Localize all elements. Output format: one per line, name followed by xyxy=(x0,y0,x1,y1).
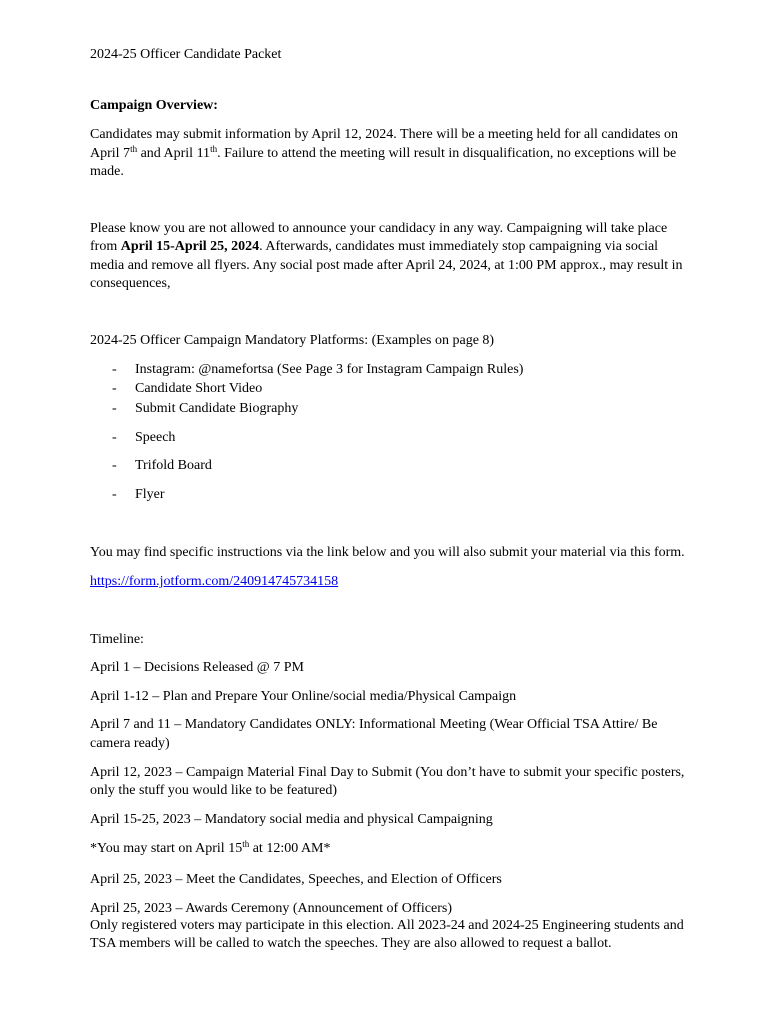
platforms-heading: 2024-25 Officer Campaign Mandatory Platforms: (Examples on page 8) xyxy=(90,333,495,348)
overview-paragraph-1-line-2: April 7th and April 11th. Failure to attend the meeting will result in disqualification, no exceptions will be xyxy=(90,144,677,161)
timeline-entry-continued: camera ready) xyxy=(90,736,170,751)
jotform-link[interactable]: https://form.jotform.com/240914745734158 xyxy=(90,574,339,589)
closing-line-2: TSA members will be called to watch the speeches. They are also allowed to request a ballot. xyxy=(90,936,612,951)
instructions-text: You may find specific instructions via the link below and you will also submit your material via this form. xyxy=(90,545,685,560)
overview-paragraph-2-line-2: from April 15-April 25, 2024. Afterwards, candidates must immediately stop campaigning via social xyxy=(90,239,659,254)
timeline-entry: April 1-12 – Plan and Prepare Your Online/social media/Physical Campaign xyxy=(90,689,517,704)
overview-paragraph-2-line-1: Please know you are not allowed to announce your candidacy in any way. Campaigning will take place xyxy=(90,221,668,236)
overview-paragraph-1-line-3: made. xyxy=(90,164,124,179)
campaign-overview-heading: Campaign Overview: xyxy=(90,98,218,113)
timeline-note: *You may start on April 15th at 12:00 AM* xyxy=(90,839,331,856)
overview-paragraph-2-line-3: media and remove all flyers. Any social post made after April 24, 2024, at 1:00 PM approx., may result in xyxy=(90,258,683,273)
document-title: 2024-25 Officer Candidate Packet xyxy=(90,47,282,62)
campaign-dates: April 15-April 25, 2024 xyxy=(120,239,260,254)
timeline-entry: April 25, 2023 – Meet the Candidates, Speeches, and Election of Officers xyxy=(90,872,502,887)
overview-paragraph-2-line-4: consequences, xyxy=(90,276,171,291)
timeline-heading: Timeline: xyxy=(90,632,144,647)
overview-paragraph-1-line-1: Candidates may submit information by April 12, 2024. There will be a meeting held for all candidates on xyxy=(90,127,678,142)
timeline-entry: April 15-25, 2023 – Mandatory social media and physical Campaigning xyxy=(90,812,493,827)
timeline-entry: April 1 – Decisions Released @ 7 PM xyxy=(90,660,304,675)
timeline-entry: April 12, 2023 – Campaign Material Final Day to Submit (You don’t have to submit your specific posters, xyxy=(90,765,685,780)
timeline-entry: April 25, 2023 – Awards Ceremony (Announcement of Officers) xyxy=(90,901,452,916)
closing-line-1: Only registered voters may participate in this election. All 2023-24 and 2024-25 Engineering students and xyxy=(90,918,684,933)
timeline-entry: April 7 and 11 – Mandatory Candidates ONLY: Informational Meeting (Wear Official TSA Attire/ Be xyxy=(90,717,658,732)
jotform-link-line xyxy=(90,572,338,591)
timeline-entry-continued: only the stuff you would like to be featured) xyxy=(90,783,338,798)
